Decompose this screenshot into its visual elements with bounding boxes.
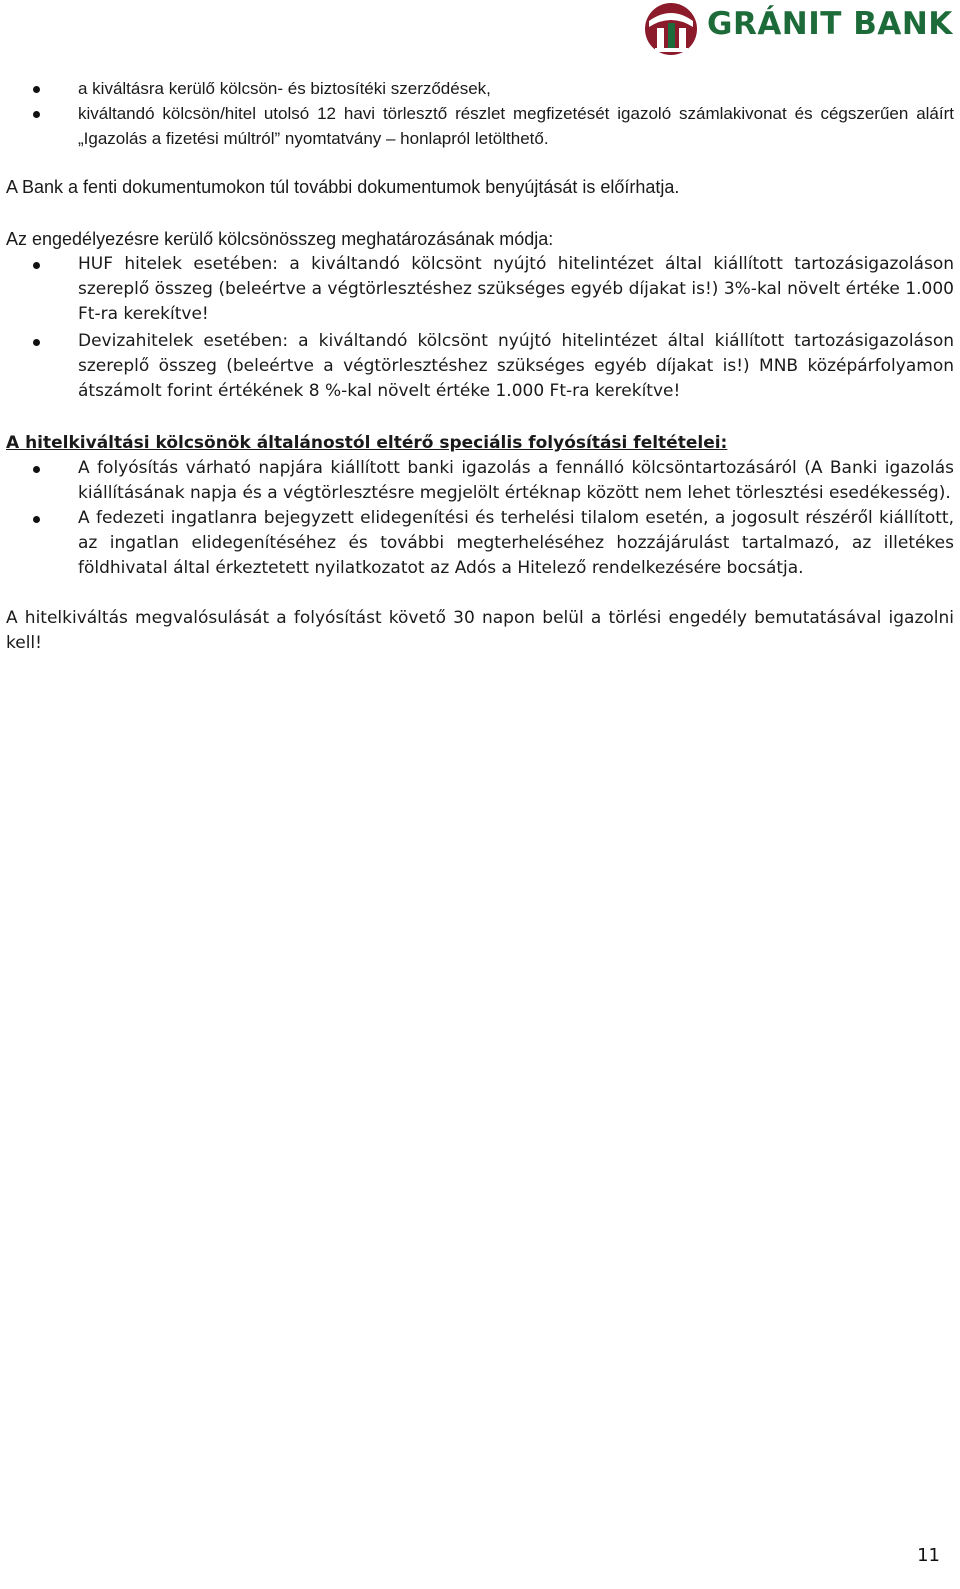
list-item: A fedezeti ingatlanra bejegyzett elidegenítési és terhelési tilalom esetén, a jogosult részéről kiállított, az ingatlan elidegenítéséhez és további megterheléséhez hozzájárulást tartalmazó, az illetékes földhivatal által érkeztetett nyilatkozatot az Adós a Hitelező rendelkezésére bocsátja. <box>6 506 954 581</box>
amount-method-list <box>6 252 954 404</box>
bank-logo <box>643 0 960 58</box>
list-item: a kiváltásra kerülő kölcsön- és biztosítéki szerződések, <box>6 76 954 101</box>
required-documents-list <box>6 76 954 151</box>
list-item: A folyósítás várható napjára kiállított banki igazolás a fennálló kölcsöntartozásáról (A Banki igazolás kiállításának napja és a végtörlesztésre megjelölt értéknap között nem lehet törlesztési esedékesség). <box>6 456 954 506</box>
page-number: 11 <box>917 1545 940 1566</box>
special-conditions-heading: A hitelkiváltási kölcsönök általánostól eltérő speciális folyósítási feltételei: <box>6 433 728 453</box>
bank-note: A Bank a fenti dokumentumokon túl további dokumentumok benyújtását is előírhatja. <box>6 177 680 197</box>
list-item: Devizahitelek esetében: a kiváltandó kölcsönt nyújtó hitelintézet által kiállított tartozásigazoláson szereplő összeg (beleértve a végtörlesztéshez szükséges egyéb díjakat is!) MNB középárfolyamon átszámolt forint értékének 8 %-kal növelt értéke 1.000 Ft-ra kerekítve! <box>6 329 954 404</box>
granit-bank-logo-icon <box>643 1 699 57</box>
final-note: A hitelkiváltás megvalósulását a folyósítást követő 30 napon belül a törlési engedély bemutatásával igazolni kell! <box>6 608 954 653</box>
list-item: kiváltandó kölcsön/hitel utolsó 12 havi törlesztő részlet megfizetését igazoló számlakivonat és cégszerűen aláírt „Igazolás a fizetési múltról” nyomtatvány – honlapról letölthető. <box>6 101 954 151</box>
list-item: HUF hitelek esetében: a kiváltandó kölcsönt nyújtó hitelintézet által kiállított tartozásigazoláson szereplő összeg (beleértve a végtörlesztéshez szükséges egyéb díjakat is!) 3%-kal növelt értéke 1.000 Ft-ra kerekítve! <box>6 252 954 327</box>
amount-heading: Az engedélyezésre kerülő kölcsönösszeg meghatározásának módja: <box>6 229 554 249</box>
logo-text: GRÁNIT BANK <box>707 6 953 42</box>
special-conditions-list <box>6 456 954 581</box>
document-body <box>6 76 954 656</box>
